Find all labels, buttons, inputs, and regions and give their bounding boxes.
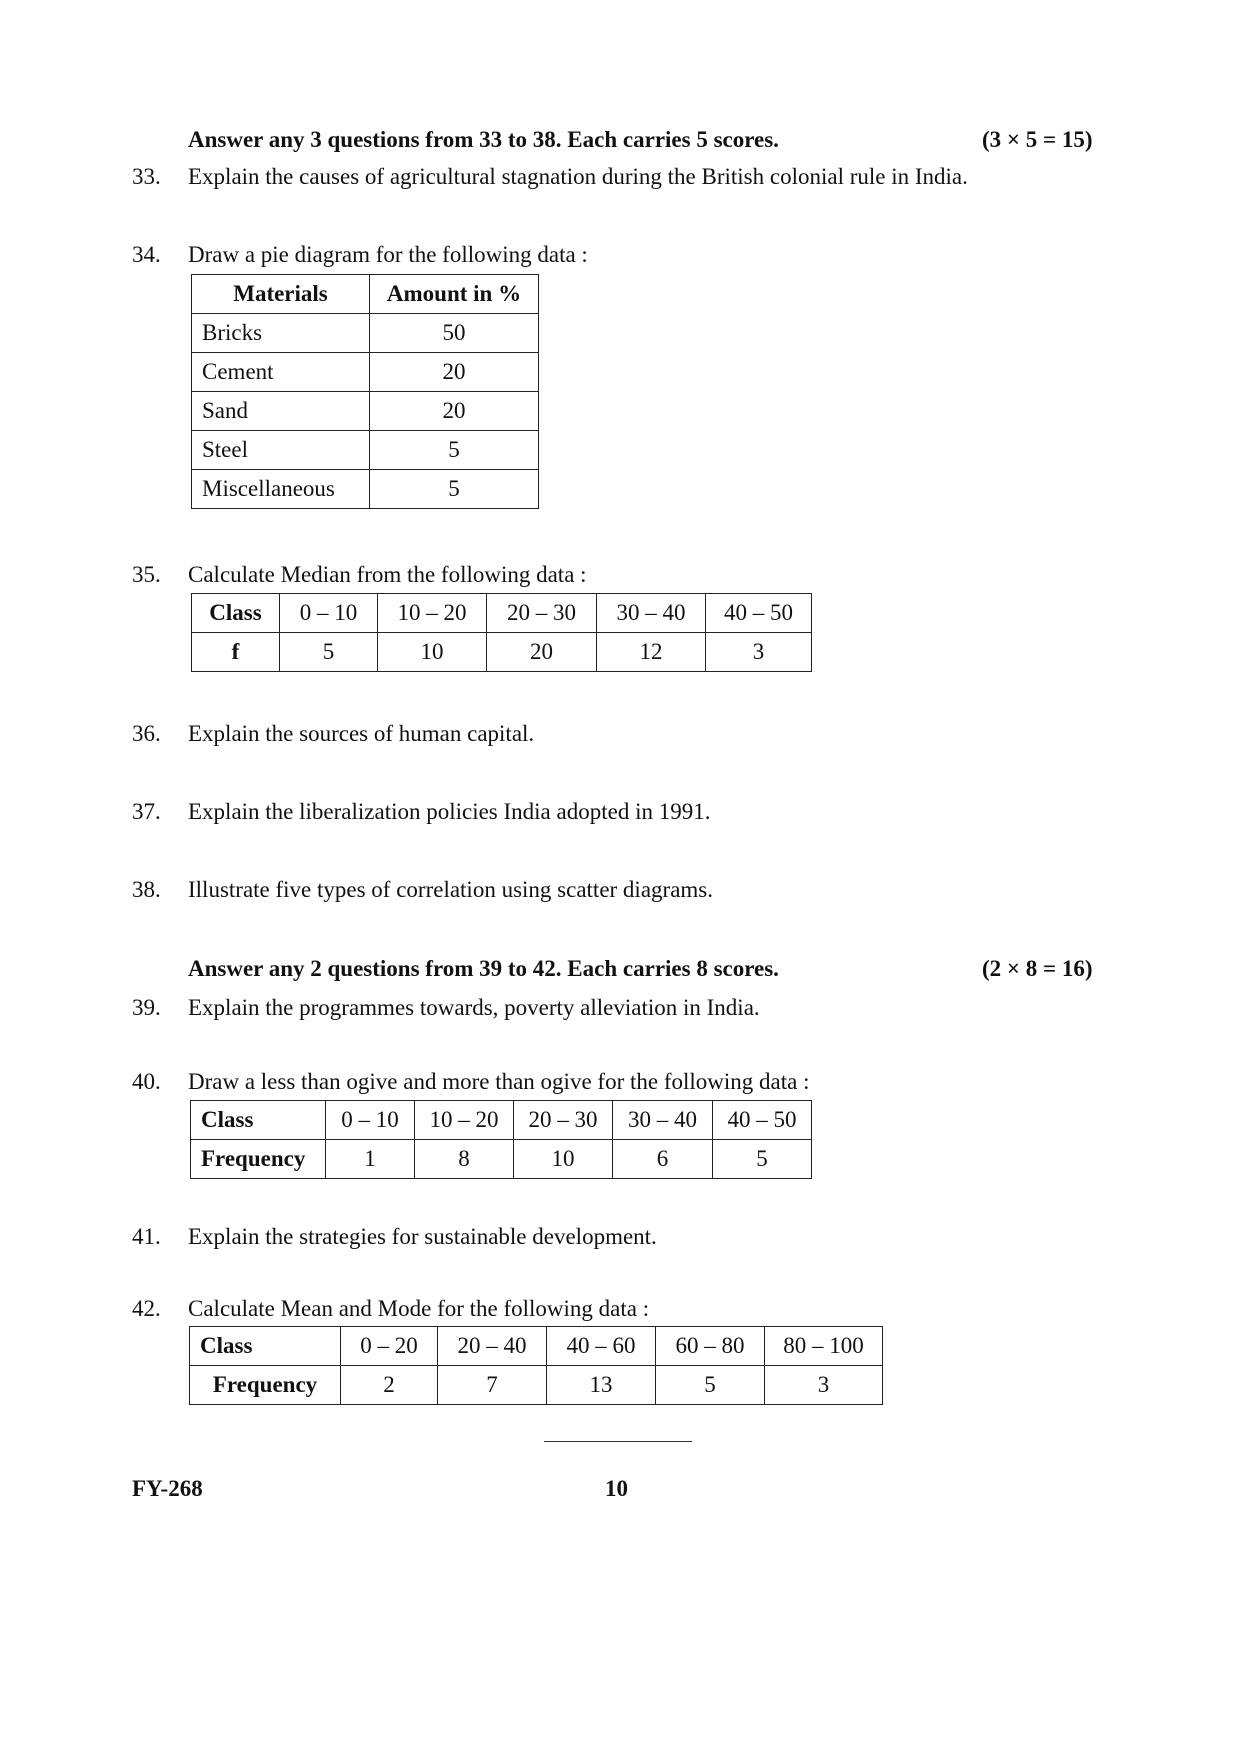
table-cell: 2 — [341, 1366, 438, 1405]
table-header: Frequency — [190, 1366, 341, 1405]
materials-table — [191, 274, 539, 509]
table-cell: 10 — [514, 1140, 613, 1179]
question-text: Draw a less than ogive and more than ogive for the following data : — [188, 1069, 810, 1094]
table-cell: 30 – 40 — [597, 594, 706, 633]
table-cell: 20 — [487, 633, 597, 672]
table-cell: Cement — [192, 353, 370, 392]
table-row — [192, 633, 812, 672]
table-cell: 80 – 100 — [765, 1327, 883, 1366]
table-cell: 13 — [547, 1366, 656, 1405]
question-number: 33. — [132, 164, 161, 189]
table-cell: 3 — [765, 1366, 883, 1405]
question-number: 39. — [132, 995, 161, 1020]
table-cell: 40 – 60 — [547, 1327, 656, 1366]
table-cell: 5 — [370, 470, 539, 509]
ogive-table — [190, 1100, 812, 1179]
table-header: Frequency — [191, 1140, 326, 1179]
question-text: Explain the sources of human capital. — [188, 721, 535, 746]
table-cell: 20 – 40 — [438, 1327, 547, 1366]
table-cell: 30 – 40 — [613, 1101, 713, 1140]
table-row — [192, 353, 539, 392]
table-cell: 0 – 10 — [326, 1101, 415, 1140]
table-row — [192, 392, 539, 431]
question-number: 35. — [132, 562, 161, 587]
table-row — [192, 594, 812, 633]
table-cell: 3 — [706, 633, 812, 672]
mean-mode-table — [189, 1326, 883, 1405]
table-cell: 0 – 20 — [341, 1327, 438, 1366]
question-number: 38. — [132, 877, 161, 902]
table-row — [190, 1327, 883, 1366]
table-cell: 40 – 50 — [713, 1101, 812, 1140]
table-cell: 5 — [656, 1366, 765, 1405]
table-cell: 10 – 20 — [415, 1101, 514, 1140]
question-text: Explain the causes of agricultural stagnation during the British colonial rule in India. — [188, 164, 968, 189]
table-header: f — [192, 633, 280, 672]
table-header: Materials — [192, 275, 370, 314]
table-cell: Steel — [192, 431, 370, 470]
question-number: 37. — [132, 799, 161, 824]
table-cell: Sand — [192, 392, 370, 431]
page-number: 10 — [605, 1476, 628, 1501]
table-row — [192, 314, 539, 353]
table-cell: 40 – 50 — [706, 594, 812, 633]
table-header-row — [192, 275, 539, 314]
question-number: 41. — [132, 1224, 161, 1249]
table-row — [190, 1366, 883, 1405]
table-cell: 8 — [415, 1140, 514, 1179]
question-number: 42. — [132, 1296, 161, 1321]
table-cell: 50 — [370, 314, 539, 353]
question-text: Explain the strategies for sustainable development. — [188, 1224, 657, 1249]
median-table — [191, 593, 812, 672]
table-header: Class — [192, 594, 280, 633]
table-cell: 60 – 80 — [656, 1327, 765, 1366]
table-cell: 10 — [378, 633, 487, 672]
section-marks: (3 × 5 = 15) — [982, 127, 1093, 152]
table-row — [191, 1101, 812, 1140]
question-number: 36. — [132, 721, 161, 746]
table-cell: 12 — [597, 633, 706, 672]
table-row — [192, 431, 539, 470]
paper-code: FY-268 — [132, 1476, 203, 1501]
table-cell: 5 — [370, 431, 539, 470]
table-cell: 6 — [613, 1140, 713, 1179]
section-marks: (2 × 8 = 16) — [982, 956, 1093, 981]
question-text: Explain the liberalization policies India adopted in 1991. — [188, 799, 711, 824]
question-text: Illustrate five types of correlation using scatter diagrams. — [188, 877, 713, 902]
question-text: Draw a pie diagram for the following data : — [188, 242, 588, 267]
table-cell: Bricks — [192, 314, 370, 353]
table-cell: 20 — [370, 392, 539, 431]
table-cell: 1 — [326, 1140, 415, 1179]
question-text: Calculate Median from the following data : — [188, 562, 587, 587]
table-cell: 20 — [370, 353, 539, 392]
table-cell: Miscellaneous — [192, 470, 370, 509]
table-cell: 20 – 30 — [514, 1101, 613, 1140]
end-separator-line — [544, 1441, 692, 1442]
table-cell: 7 — [438, 1366, 547, 1405]
table-cell: 10 – 20 — [378, 594, 487, 633]
section-instruction: Answer any 2 questions from 39 to 42. Each carries 8 scores. — [188, 956, 779, 981]
table-row — [191, 1140, 812, 1179]
table-cell: 20 – 30 — [487, 594, 597, 633]
question-number: 34. — [132, 242, 161, 267]
table-header: Class — [191, 1101, 326, 1140]
table-cell: 5 — [280, 633, 378, 672]
table-header: Class — [190, 1327, 341, 1366]
table-row — [192, 470, 539, 509]
table-cell: 5 — [713, 1140, 812, 1179]
section-instruction: Answer any 3 questions from 33 to 38. Each carries 5 scores. — [188, 127, 779, 152]
question-number: 40. — [132, 1069, 161, 1094]
table-cell: 0 – 10 — [280, 594, 378, 633]
question-text: Calculate Mean and Mode for the following data : — [188, 1296, 650, 1321]
question-text: Explain the programmes towards, poverty alleviation in India. — [188, 995, 760, 1020]
table-header: Amount in % — [370, 275, 539, 314]
